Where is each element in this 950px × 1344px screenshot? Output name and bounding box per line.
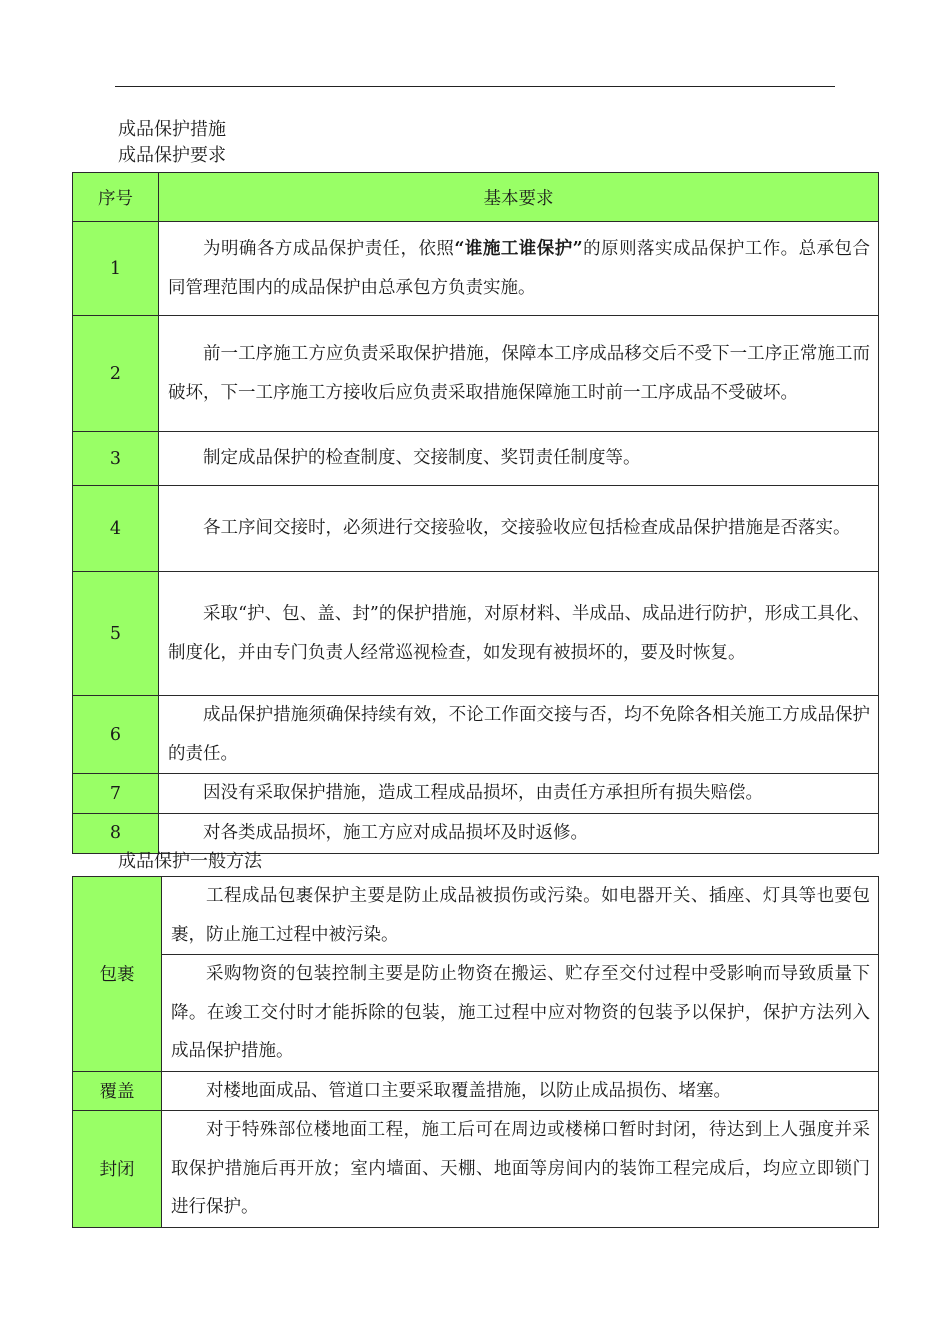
table-row xyxy=(73,432,879,486)
method-paragraph: 对于特殊部位楼地面工程，施工后可在周边或楼梯口暂时封闭，待达到上人强度并采取保护措施后再开放；室内墙面、天棚、地面等房间内的装饰工程完成后，均应立即锁门进行保护。 xyxy=(171,1120,870,1217)
header-requirement: 基本要求 xyxy=(159,173,879,222)
row-number: 6 xyxy=(73,696,159,774)
table-row xyxy=(73,1071,879,1111)
header-rule xyxy=(115,86,835,87)
requirement-text: 前一工序施工方应负责采取保护措施，保障本工序成品移交后不受下一工序正常施工而破坏，下一工序施工方接收后应负责采取措施保障施工时前一工序成品不受破坏。 xyxy=(159,316,879,432)
row-number: 1 xyxy=(73,222,159,316)
header-no: 序号 xyxy=(73,173,159,222)
row-number: 2 xyxy=(73,316,159,432)
row-number: 8 xyxy=(73,814,159,854)
table-row xyxy=(73,696,879,774)
row-number: 5 xyxy=(73,572,159,696)
table-row xyxy=(73,572,879,696)
requirements-table xyxy=(72,172,879,854)
requirement-text: 成品保护措施须确保持续有效，不论工作面交接与否，均不免除各相关施工方成品保护的责任。 xyxy=(159,696,879,774)
method-paragraph: 采购物资的包装控制主要是防止物资在搬运、贮存至交付过程中受影响而导致质量下降。在竣工交付时才能拆除的包装，施工过程中应对物资的包装予以保护，保护方法列入成品保护措施。 xyxy=(162,954,878,1071)
method-label: 包裹 xyxy=(73,877,162,1072)
method-text xyxy=(162,1071,879,1111)
table-row xyxy=(73,222,879,316)
section-title: 成品保护措施 xyxy=(118,119,226,140)
method-text xyxy=(162,877,879,1072)
method-label: 覆盖 xyxy=(73,1071,162,1111)
requirement-text-part: 为明确各方成品保护责任，依照 xyxy=(203,239,455,259)
table-row xyxy=(73,814,879,854)
table-row xyxy=(73,1111,879,1228)
requirement-text: 各工序间交接时，必须进行交接验收，交接验收应包括检查成品保护措施是否落实。 xyxy=(159,486,879,572)
requirements-heading: 成品保护要求 xyxy=(118,145,226,166)
methods-table xyxy=(72,876,879,1228)
requirement-text: 因没有采取保护措施，造成工程成品损坏，由责任方承担所有损失赔偿。 xyxy=(159,774,879,814)
methods-heading: 成品保护一般方法 xyxy=(118,851,262,872)
table-row xyxy=(73,774,879,814)
requirement-text-part: 的原则落实成品保护工作。总承包合同管理范围内的成品保护由总承包方负责实施。 xyxy=(168,239,871,298)
requirement-text: 对各类成品损坏，施工方应对成品损坏及时返修。 xyxy=(159,814,879,854)
requirement-text: 制定成品保护的检查制度、交接制度、奖罚责任制度等。 xyxy=(159,432,879,486)
table-row xyxy=(73,316,879,432)
method-text xyxy=(162,1111,879,1228)
principle-bold: “谁施工谁保护” xyxy=(454,239,583,259)
requirement-text: 采取“护、包、盖、封”的保护措施，对原材料、半成品、成品进行防护，形成工具化、制度化，并由专门负责人经常巡视检查，如发现有被损坏的，要及时恢复。 xyxy=(159,572,879,696)
method-paragraph: 对楼地面成品、管道口主要采取覆盖措施，以防止成品损伤、堵塞。 xyxy=(206,1080,731,1101)
method-paragraph: 工程成品包裹保护主要是防止成品被损伤或污染。如电器开关、插座、灯具等也要包裹，防止施工过程中被污染。 xyxy=(171,886,870,945)
table-row xyxy=(73,877,879,1072)
method-label: 封闭 xyxy=(73,1111,162,1228)
row-number: 4 xyxy=(73,486,159,572)
table-row xyxy=(73,486,879,572)
row-number: 7 xyxy=(73,774,159,814)
row-number: 3 xyxy=(73,432,159,486)
table-header-row xyxy=(73,173,879,222)
requirement-text xyxy=(159,222,879,316)
